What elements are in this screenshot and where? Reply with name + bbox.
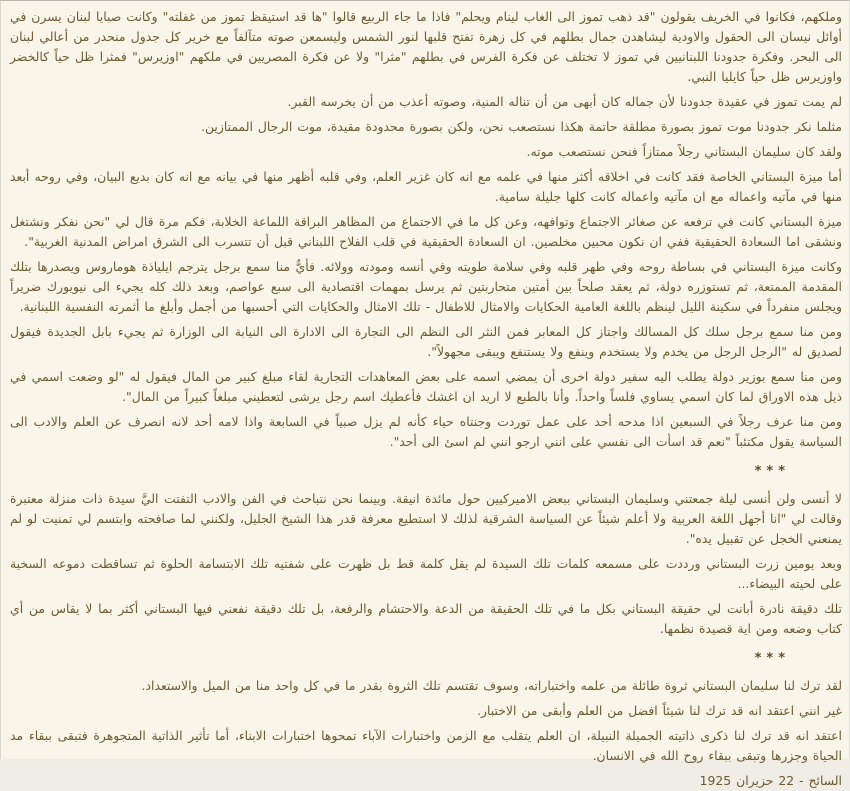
paragraph: وكانت ميزة البستاني في بساطة روحه وفي طهر قلبه وفي سلامة طويته وفي أنسه ومودته وولائه. فأيٌّ منا سمع برجل يترجم ايلياذة هوماروس ويصدرها بتلك المقدمة الممتعة، ثم تستوزره دولة، ثم يعقد صلحاً بين أمتين متحاربتين ثم يرسل بمهمات اقتصادية الى سبع عواصم، وبعد ذلك كله يجيء الى نيويورك ضريراً ويجلس منفرداً في سكينة الليل لينظم باللغة العامية الحكايات والامثال للاطفال - تلك الامثال والحكايات التي أحسبها من أجمل وأبلغ ما أثمرته النفسية اللبنانية.	[10, 259, 842, 314]
signature-line: السائح - 22 حزيران 1925	[699, 773, 842, 788]
paragraph: وملكهم، فكانوا في الخريف يقولون "قد ذهب تموز الى الغاب لينام ويحلم" فاذا ما جاء الربيع قالوا "ها قد استيقظ تموز من غفلته" وكانت صبايا لبنان يسرن في أوائل نيسان الى الحقول والاودية ليشاهدن جمال بطلهم في كل زهرة تفتح قلبها لنور الشمس وليسمعن صوته متآلفاً مع خرير كل جدول منحدر من أعالي لبنان الى البحر. وفكرة جدودنا اللبنانيين في تموز لا تختلف عن فكرة الفرس في بطلهم "مثرا" ولا عن فكرة المصريين في ملكهم "اوزيرس" فمثرا ظل حياً كالخضر واوزيرس ظل حياً كايليا النبي.	[10, 9, 842, 84]
paragraph: لم يمت تموز في عقيدة جدودنا لأن جماله كان أبهى من أن تناله المنية، وصوته أعذب من أن يخرسه القبر.	[287, 94, 842, 109]
paragraph: لقد ترك لنا سليمان البستاني ثروة طائلة من علمه واختباراته، وسوف تقتسم تلك الثروة بقدر ما في كل واحد منا من الميل والاستعداد.	[141, 678, 842, 693]
section-separator: ***	[754, 464, 790, 479]
paragraph: وبعد يومين زرت البستاني ورددت على مسمعه كلمات تلك السيدة لم يقل كلمة قط بل ظهرت على شفتيه تلك الابتسامة الحلوة ثم تساقطت دموعه السخية على لحيته البيضاء...	[10, 556, 842, 591]
paragraph: أما ميزة البستاني الخاصة فقد كانت في اخلاقه أكثر منها في علمه مع انه كان غزير العلم، وفي قلبه أظهر منها في بيانه مع انه كان بديع البيان، وفي روحه أبعد منها في مآتيه واعماله مع ان مآتيه واعماله كانت كلها جليلة سامية.	[10, 169, 842, 204]
paragraph: ومن منا سمع بوزير دولة يطلب اليه سفير دولة اخرى أن يمضي اسمه على بعض المعاهدات التجارية لقاء مبلغ كبير من المال فيقول له "لو وضعت اسمي في ذيل هذه الاوراق لما كان اسمي يساوي فلساً واحداً. وأنا بالطبع لا اريد ان اغشك فأعطيك اسم رجل يرشى لتعطيني مبلغاً كبيراً من المال".	[10, 369, 842, 404]
paragraph: ومن منا عرف رجلاً في السبعين اذا مدحه أحد على عمل توردت وجنتاه حياء كأنه لم يزل صبياً في السابعة واذا لامه أحد لانه انصرف عن العلم والادب الى السياسة يقول مكتئباً "نعم قد اسأت الى نفسي على انني ارجو انني لم اسئ الى أحد".	[10, 414, 842, 449]
paragraph: اعتقد انه قد ترك لنا ذكرى ذاتيته الجميلة النبيلة، ان العلم يتقلب مع الزمن واختبارات الآباء تمحوها اختبارات الابناء، أما تأثير الذاتية المتجوهرة فتبقى ببقاء مد الحياة وجزرها وتبقى ببقاء روح الله في الانسان.	[10, 728, 842, 763]
paragraph: ميزة البستاني كانت في ترفعه عن صغائر الاجتماع وتوافهه، وعن كل ما في الاجتماع من المظاهر البراقة اللماعة الخلابة، فكم مرة قال لي "نحن نفكر ونشتغل ونشقى اما السعادة الحقيقية ففي ان نكون محبين مخلصين. ان السعادة الحقيقية في قلب الفلاح اللبناني قبل أن تتسرب الى الشرق امراض المدنية الغربية".	[10, 214, 842, 249]
paragraph: لا أنسى ولن أنسى ليلة جمعتني وسليمان البستاني ببعض الاميركيين حول مائدة انيقة. وبينما نحن نتباحث في الفن والادب التفتت اليَّ سيدة ذات منزلة معتبرة وقالت لي "انا أجهل اللغة العربية ولا أعلم شيئاً عن السياسة الشرقية لذلك لا استطيع معرفة قدر هذا الشيخ الجليل، ولكنني لما صافحته وابتسم لي تمنيت لو لم يمنعني الخجل عن تقبيل يده".	[10, 491, 842, 546]
paragraph: ومن منا سمع برجل سلك كل المسالك واجتاز كل المعابر فمن النثر الى النظم الى التجارة الى الادارة الى النيابة الى الوزارة ثم يجيء بابل الجديدة فيقول لصديق له "الرجل الرجل من يخدم ولا يستخدم وينفع ولا يستنفع ويبقى مجهولاً".	[10, 324, 842, 359]
paragraph: مثلما نكر جدودنا موت تموز بصورة مطلقة حاتمة هكذا نستصعب نحن، ولكن بصورة محدودة مقيدة، موت الرجال الممتازين.	[201, 119, 842, 134]
paragraph: ولقد كان سليمان البستاني رجلاً ممتازاً فنحن نستصعب موته.	[526, 144, 842, 159]
article-body	[10, 7, 842, 791]
paragraph: تلك دقيقة نادرة أبانت لي حقيقة البستاني بكل ما في تلك الحقيقة من الدعة والاحتشام والرفعة، بل تلك دقيقة نفعني فيها البستاني أكثر بما لا يقاس من أي كتاب وضعه ومن اية قصيدة نظمها.	[10, 601, 842, 636]
section-separator: ***	[754, 651, 790, 666]
paragraph: غير انني اعتقد انه قد ترك لنا شيئاً افضل من العلم وأبقى من الاختبار.	[477, 703, 842, 718]
